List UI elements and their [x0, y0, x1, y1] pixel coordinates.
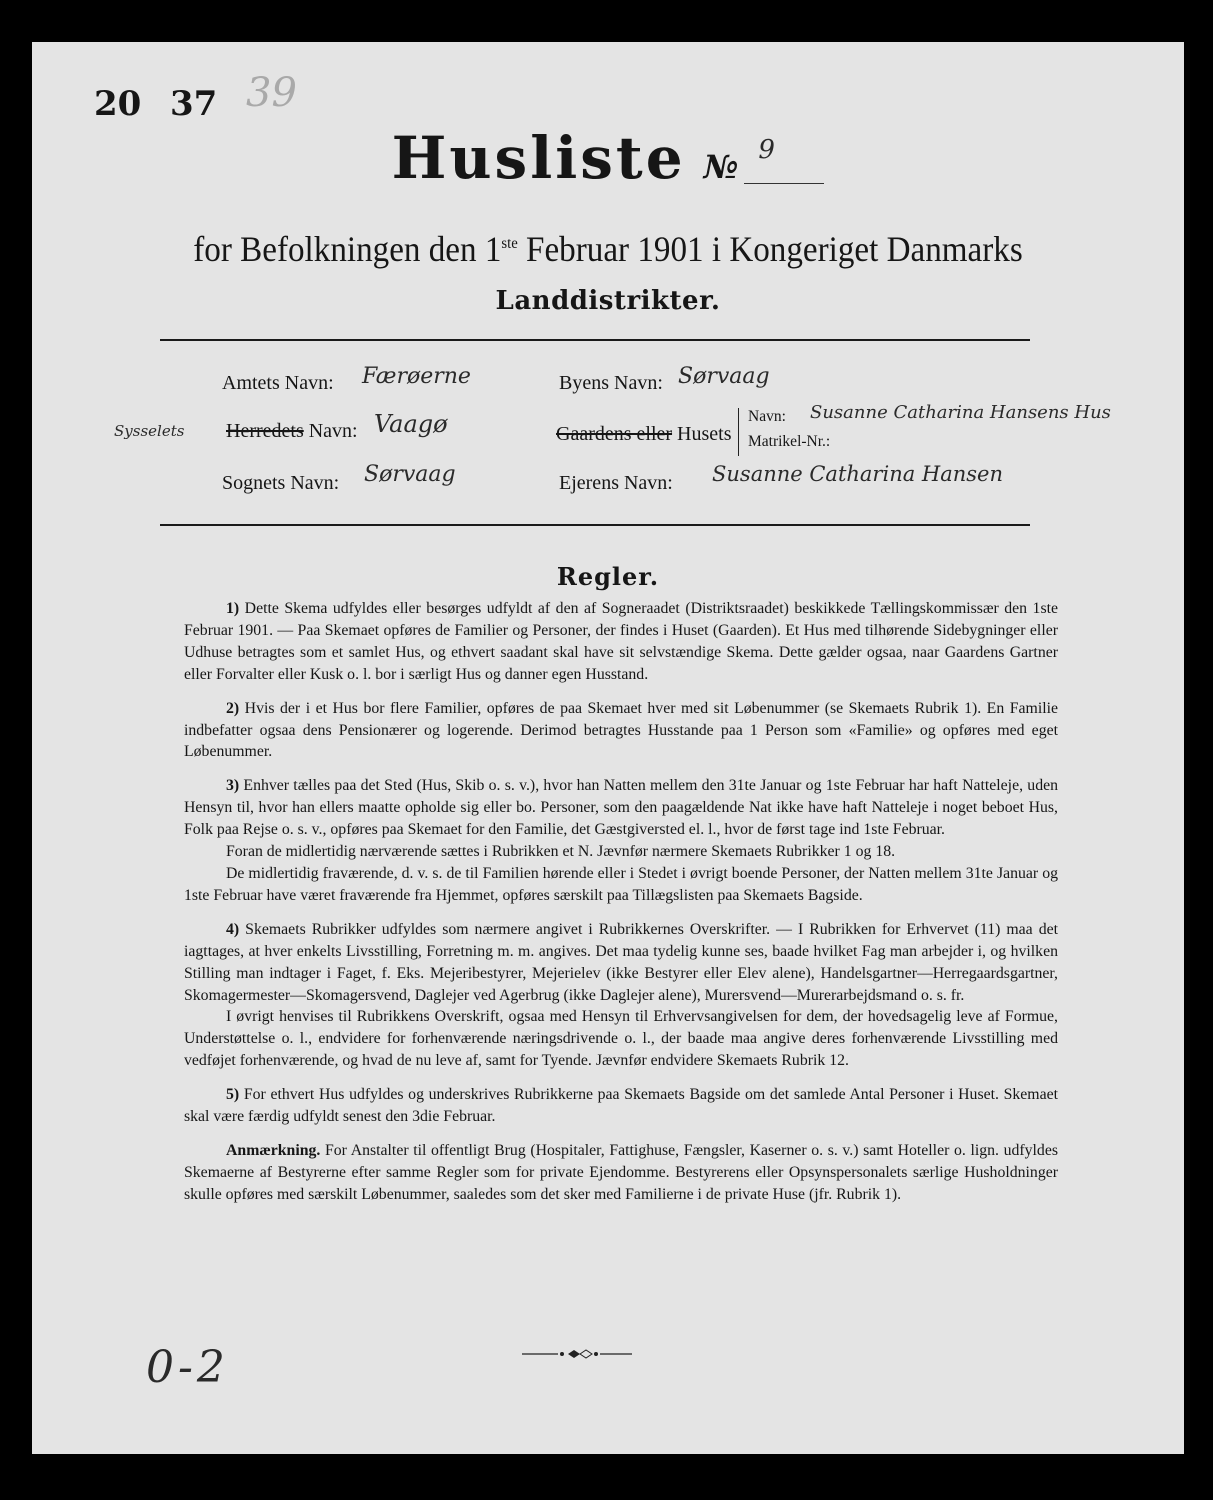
rule-5-text: For ethvert Hus udfyldes og underskrives Rubrikkerne paa Skemaets Bagside om det samlede Antal Personer i Huset. Skemaet skal være færdig udfyldt senest den 3die Februar.	[184, 1086, 1058, 1126]
rules-text	[184, 598, 1058, 1218]
amt-value: Færøerne	[362, 364, 471, 389]
rule-2-number: 2)	[226, 699, 240, 717]
gaard-label	[556, 423, 732, 446]
amt-label: Amtets Navn:	[222, 372, 334, 394]
annotation-text: For Anstalter til offentligt Brug (Hospitaler, Fattighuse, Fængsler, Kaserner o. s. v.) samt Hoteller o. lign. udfyldes Skemaerne af Bestyrerne efter samme Regler som for private Ejendomme. Bestyrerens eller Opsynspersonalets særlige Husholdninger skulle opføres med særskilt Løbenummer, saaledes som det sker med Familierne i de private Huse (jfr. Rubrik 1).	[184, 1141, 1058, 1203]
subtitle-sup: ste	[501, 235, 518, 252]
top-rule	[160, 339, 1030, 341]
number-sign: №	[703, 148, 739, 186]
sogn-value: Sørvaag	[364, 462, 456, 487]
rules-heading: Regler.	[556, 562, 660, 591]
bottom-rule	[160, 524, 1030, 526]
rule-4-text: Skemaets Rubrikker udfyldes som nærmere angivet i Rubrikkernes Overskrifter. — I Rubrikken for Erhvervet (11) maa det iagttages, at hver enkelts Livsstilling, Forretning m. m. angives. Det maa tydelig kunne ses, baade hvilket Fag man arbejder i, og hvilken Stilling man indtager i Faget, f. Eks. Mejeribestyrer, Mejerielev (ikke Bestyrer eller Elev alene), Handelsgartner—Herregaardsgartner, Skomagermester—Skomagersvend, Daglejer ved Agerbrug (ikke Daglejer alene), Murersvend—Murerarbejdsmand o. s. fr.	[184, 920, 1058, 1004]
herred-label	[226, 420, 358, 443]
rule-4-number: 4)	[226, 920, 240, 938]
gaard-struck: Gaardens eller	[556, 423, 673, 445]
annotation	[184, 1140, 1058, 1206]
gaard-label-rest: Husets	[672, 423, 732, 445]
subtitle-part-a: for Befolkningen den 1	[193, 229, 502, 269]
rule-5	[184, 1084, 1058, 1128]
subtitle-part-b: Februar 1901 i Kongeriget Danmarks	[517, 229, 1023, 269]
annotation-label: Anmærkning.	[226, 1141, 321, 1159]
census-form-page	[32, 42, 1184, 1454]
form-subtitle-2: Landdistrikter.	[495, 286, 721, 316]
rule-2	[184, 698, 1058, 764]
title-word: Husliste	[391, 124, 686, 192]
herred-struck: Herredets	[226, 420, 304, 442]
archive-number: 37	[170, 84, 218, 124]
rule-1	[184, 598, 1058, 686]
pencil-number: 39	[246, 70, 297, 116]
rule-4	[184, 919, 1058, 1007]
rule-3c: De midlertidig fraværende, d. v. s. de til Familien hørende eller i Stedet i øvrigt boende Personer, der Natten mellem 31te Januar og 1ste Februar have været fraværende fra Hjemmet, opføres særskilt paa Tillægslisten paa Skemaets Bagside.	[184, 864, 1058, 904]
matrikel-label: Matrikel-Nr.:	[748, 433, 831, 450]
margin-note: Sysselets	[114, 422, 185, 440]
rule-5-number: 5)	[226, 1086, 240, 1104]
byen-label: Byens Navn:	[559, 372, 663, 394]
ejer-value: Susanne Catharina Hansen	[712, 462, 1003, 486]
byen-value: Sørvaag	[678, 364, 770, 389]
ornament-divider	[522, 1348, 632, 1360]
rule-3-number: 3)	[226, 777, 240, 795]
rule-3-text: Enhver tælles paa det Sted (Hus, Skib o. s. v.), hvor han Natten mellem den 31te Januar og 1ste Februar har haft Natteleje, uden Hensyn til, hvor han ellers maatte opholde sig eller bo. Personer, som den paagældende Nat ikke have haft Natteleje i noget beboet Hus, Folk paa Rejse o. s. v., opføres paa Skemaet for den Familie, det Gæstgiversted el. l., hvor de først tage ind 1ste Februar.	[184, 777, 1058, 839]
brace-line	[738, 408, 739, 456]
navn-label: Navn:	[748, 408, 786, 425]
form-title	[32, 124, 1184, 192]
herred-label-rest: Navn:	[303, 420, 358, 442]
rule-2-text: Hvis der i et Hus bor flere Familier, opføres de paa Skemaet hver med sit Løbenummer (se Skemaets Rubrik 1). En Familie indbefatter ogsaa dens Pensionærer og logerende. Derimod betragtes Husstande paa 1 Person som «Familie» og opføres med eget Løbenummer.	[184, 699, 1058, 761]
navn-value: Susanne Catharina Hansens Hus	[810, 402, 1111, 423]
handwritten-footer-note: 0-2	[146, 1342, 229, 1393]
herred-value: Vaagø	[374, 410, 448, 438]
rule-1-text: Dette Skema udfyldes eller besørges udfyldt af den af Sogneraadet (Distriktsraadet) beskikkede Tællingskommissær den 1ste Februar 1901. — Paa Skemaet opføres de Familier og Personer, der findes i Huset (Gaarden). Et Hus med tilhørende Sidebygninger eller Udhuse betragtes som et samlet Hus, og ethvert saadant skal have sit selvstændige Skema. Dette gælder ogsaa, naar Gaardens Gartner eller Forvalter eller Kusk o. l. bor i særligt Hus og danner egen Husstand.	[184, 600, 1058, 683]
sheet-number: 20	[94, 84, 142, 124]
ejer-label: Ejerens Navn:	[559, 472, 673, 494]
rule-3b: Foran de midlertidig nærværende sættes i Rubrikken et N. Jævnfør nærmere Skemaets Rubrikker 1 og 18.	[226, 843, 896, 861]
form-subtitle	[78, 228, 1138, 270]
house-number-value: 9	[758, 135, 775, 165]
rule-1-number: 1)	[226, 600, 240, 617]
rule-4b: I øvrigt henvises til Rubrikkens Overskrift, ogsaa med Hensyn til Erhvervsangivelsen for dem, der hovedsagelig leve af Formue, Understøttelse o. l., endvidere for forhenværende næringsdrivende o. l., der baade maa angive deres forhenværende Livsstilling med vedføjet forhenværende, og hvad de nu leve af, samt for Tyende. Jævnfør endvidere Skemaets Rubrik 12.	[184, 1008, 1058, 1070]
house-number-line	[744, 135, 824, 184]
sogn-label: Sognets Navn:	[222, 472, 340, 494]
rule-3	[184, 775, 1058, 841]
